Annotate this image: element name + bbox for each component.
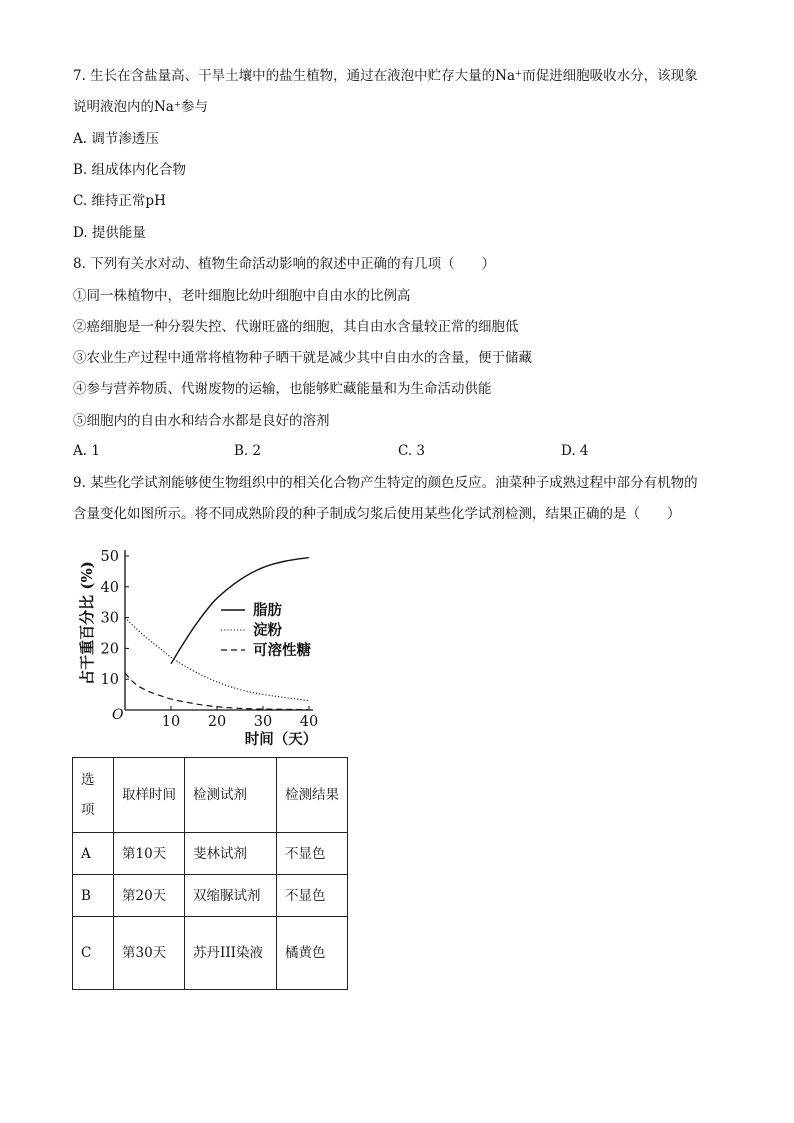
q9-stem-line2: 含量变化如图所示。将不同成熟阶段的种子制成匀浆后使用某些化学试剂检测，结果正确的是（ ）	[73, 506, 681, 522]
chart-legend	[221, 602, 311, 659]
q7-option-d: D. 提供能量	[73, 225, 146, 241]
y-tick-label: 50	[100, 549, 119, 565]
row-b-reagent: 双缩脲试剂	[185, 875, 277, 917]
q8-option-b: B. 2	[234, 443, 262, 459]
q9-stem-line1: 9. 某些化学试剂能够使生物组织中的相关化合物产生特定的颜色反应。油菜种子成熟过程中部分有机物的	[73, 475, 698, 491]
chart-axes	[125, 550, 313, 710]
q7-option-c: C. 维持正常pH	[73, 193, 166, 209]
row-b-option: B	[73, 875, 114, 917]
q8-statement-3: ③农业生产过程中通常将植物种子晒干就是减少其中自由水的含量，便于储藏	[73, 350, 532, 366]
q8-statement-2: ②癌细胞是一种分裂失控、代谢旺盛的细胞，其自由水含量较正常的细胞低	[73, 319, 519, 335]
row-c-result: 橘黄色	[277, 917, 348, 990]
y-axis-label: 占干重百分比 (%)	[78, 561, 96, 685]
y-tick-label: 10	[100, 672, 119, 689]
q8-statement-4: ④参与营养物质、代谢废物的运输，也能够贮藏能量和为生命活动供能	[73, 381, 492, 397]
table-row	[73, 917, 348, 990]
x-tick-label: 40	[299, 714, 319, 730]
chart-ticks	[101, 549, 319, 730]
row-a-time: 第10天	[114, 833, 185, 875]
row-c-option: C	[73, 917, 114, 990]
row-a-result: 不显色	[277, 833, 348, 875]
y-tick-label: 30	[100, 610, 119, 627]
q8-option-a: A. 1	[73, 443, 100, 459]
y-tick-label: 40	[100, 579, 119, 596]
x-axis-label: 时间（天）	[244, 731, 318, 748]
row-b-time: 第20天	[114, 875, 185, 917]
header-cell-option: 选项	[73, 758, 114, 833]
q7-stem-line2: 说明液泡内的Na⁺参与	[73, 99, 208, 115]
row-a-reagent: 斐林试剂	[185, 833, 277, 875]
series-line-3	[125, 673, 309, 710]
q8-option-d: D. 4	[561, 443, 589, 459]
table-row	[73, 875, 348, 917]
legend-label: 脂肪	[253, 602, 282, 619]
q7-option-b: B. 组成体内化合物	[73, 162, 187, 178]
header-cell-result: 检测结果	[277, 758, 348, 833]
organic-matter-content-chart	[73, 538, 353, 750]
x-tick-label: 30	[253, 714, 273, 730]
row-a-option: A	[73, 833, 114, 875]
header-cell-sample-time: 取样时间	[114, 758, 185, 833]
row-c-time: 第30天	[114, 917, 185, 990]
table-row	[73, 833, 348, 875]
q7-option-a: A. 调节渗透压	[73, 131, 159, 147]
row-c-reagent: 苏丹III染液	[185, 917, 277, 990]
y-tick-label: 20	[100, 641, 119, 658]
x-tick-label: 10	[161, 714, 181, 730]
q7-stem-line1: 7. 生长在含盐量高、干旱土壤中的盐生植物，通过在液泡中贮存大量的Na⁺而促进细胞吸收水分，该现象	[73, 68, 698, 84]
q9-options-table	[72, 757, 348, 990]
table-header-row	[73, 758, 348, 833]
q8-options	[73, 443, 733, 461]
header-cell-reagent: 检测试剂	[185, 758, 277, 833]
x-tick-label: 20	[207, 714, 227, 730]
legend-label: 可溶性糖	[253, 642, 311, 659]
origin-label: O	[112, 707, 124, 723]
legend-label: 淀粉	[253, 622, 282, 639]
q8-statement-5: ⑤细胞内的自由水和结合水都是良好的溶剂	[73, 413, 330, 429]
q8-stem: 8. 下列有关水对动、植物生命活动影响的叙述中正确的有几项（ ）	[73, 256, 496, 272]
q8-option-c: C. 3	[398, 443, 426, 459]
q8-statement-1: ①同一株植物中，老叶细胞比幼叶细胞中自由水的比例高	[73, 288, 411, 304]
row-b-result: 不显色	[277, 875, 348, 917]
